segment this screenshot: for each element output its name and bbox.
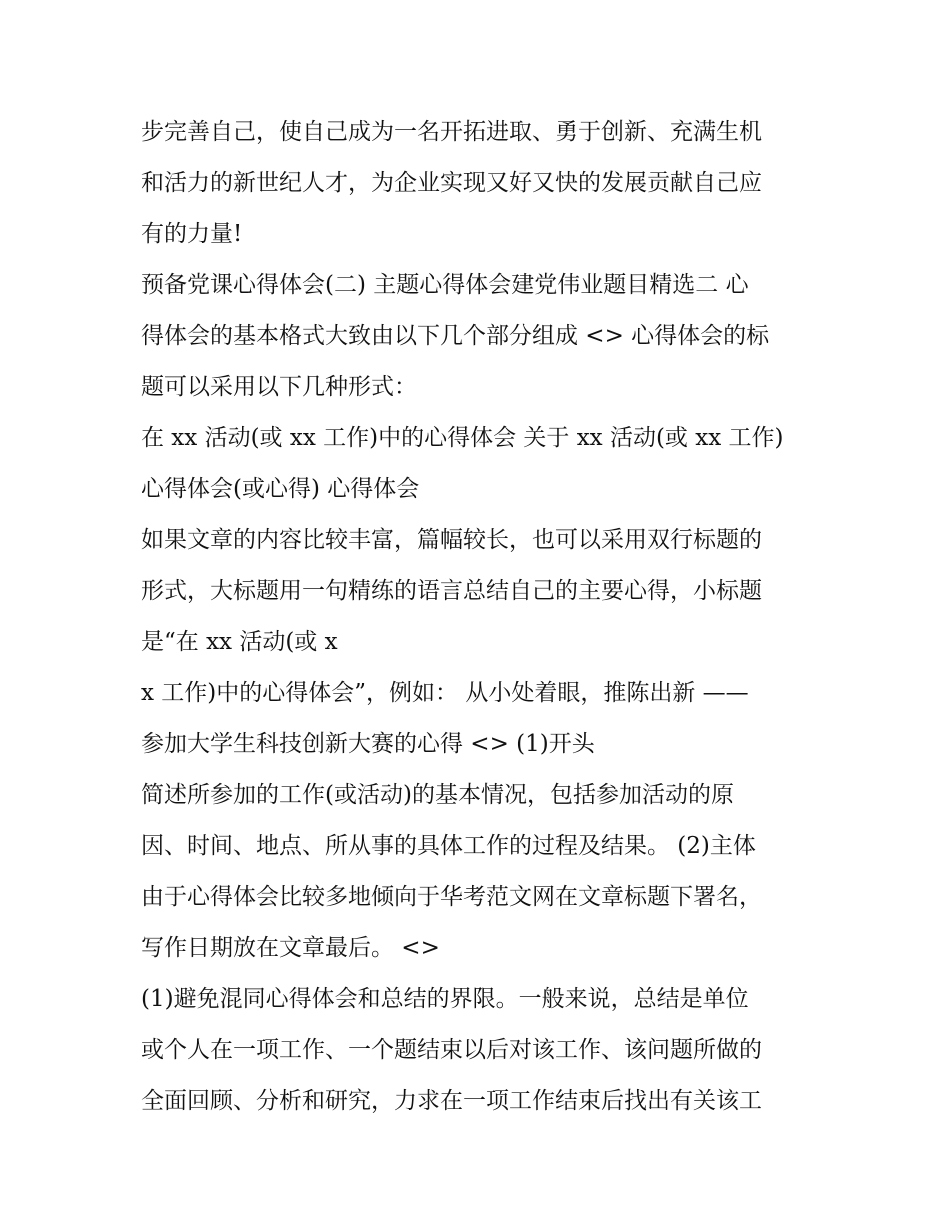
- text-line: 全面回顾、分析和研究，力求在一项工作结束后找出有关该工: [141, 1088, 762, 1114]
- text-line: 简述所参加的工作(或活动)的基本情况，包括参加活动的原: [141, 782, 734, 808]
- text-line: 因、时间、地点、所从事的具体工作的过程及结果。 (2)主体: [141, 833, 756, 859]
- text-line: (1)避免混同心得体会和总结的界限。一般来说，总结是单位: [141, 986, 749, 1012]
- text-line: 如果文章的内容比较丰富，篇幅较长，也可以采用双行标题的: [141, 527, 762, 553]
- text-line: 有的力量!: [141, 221, 243, 247]
- text-line: 由于心得体会比较多地倾向于华考范文网在文章标题下署名，: [141, 884, 762, 910]
- text-line: 形式，大标题用一句精练的语言总结自己的主要心得，小标题: [141, 578, 762, 604]
- document-body: [141, 107, 821, 1127]
- text-line: 参加大学生科技创新大赛的心得 <> (1)开头: [141, 731, 595, 757]
- text-line: x 工作)中的心得体会”，例如： 从小处着眼，推陈出新 ——: [141, 680, 749, 706]
- text-line: 在 xx 活动(或 xx 工作)中的心得体会 关于 xx 活动(或 xx 工作): [141, 425, 784, 451]
- text-line: 或个人在一项工作、一个题结束以后对该工作、该问题所做的: [141, 1037, 762, 1063]
- text-line: 和活力的新世纪人才，为企业实现又好又快的发展贡献自己应: [141, 170, 762, 196]
- text-line: 步完善自己，使自己成为一名开拓进取、勇于创新、充满生机: [141, 119, 762, 145]
- text-line: 预备党课心得体会(二) 主题心得体会建党伟业题目精选二 心: [141, 272, 749, 298]
- text-line: 写作日期放在文章最后。 <>: [141, 935, 440, 961]
- text-line: 是“在 xx 活动(或 x: [141, 629, 338, 655]
- text-line: 心得体会(或心得) 心得体会: [141, 476, 420, 502]
- text-line: 得体会的基本格式大致由以下几个部分组成 <> 心得体会的标: [141, 323, 770, 349]
- text-line: 题可以采用以下几种形式：: [141, 374, 417, 400]
